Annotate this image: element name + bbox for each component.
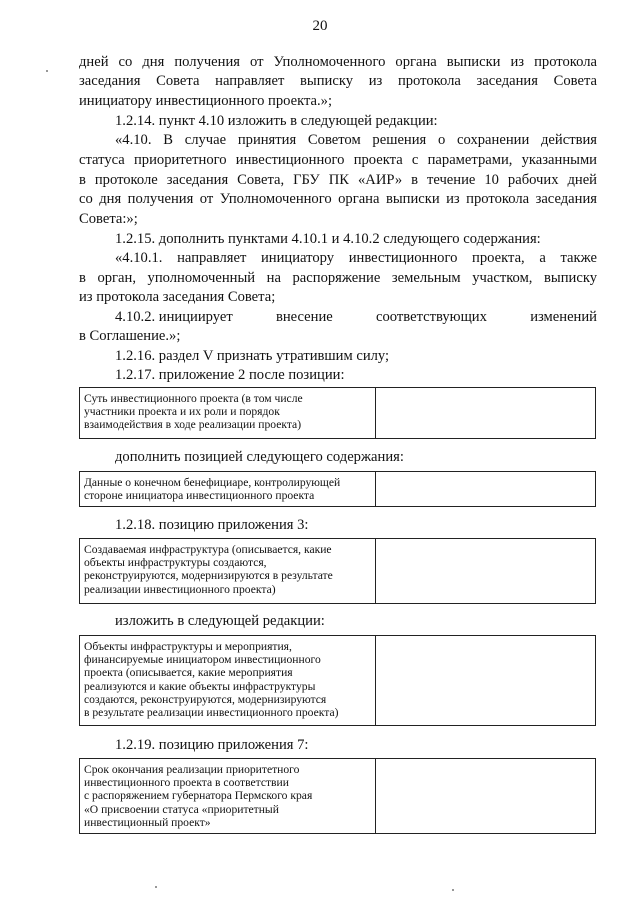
table-cell-description: Создаваемая инфраструктура (описывается, какие объекты инфраструктуры создаются, реконструируются, модернизируются в результате реализации инвестиционного проекта) bbox=[80, 539, 376, 603]
paragraph-line: со дня получения от Уполномоченного органа выписки из протокола заседания bbox=[79, 191, 597, 207]
table-cell-description: Суть инвестиционного проекта (в том числе участники проекта и их роли и порядок взаимодействия в ходе реализации проекта) bbox=[80, 388, 376, 438]
paragraph-line: в орган, уполномоченный на распоряжение земельным участком, выписку bbox=[79, 270, 597, 286]
position-table bbox=[79, 758, 596, 834]
table-cell-empty bbox=[376, 539, 595, 603]
word: внесение bbox=[275, 309, 333, 325]
paragraph-line: 1.2.15. дополнить пунктами 4.10.1 и 4.10.2 следующего содержания: bbox=[115, 231, 541, 247]
table-cell-description: Данные о конечном бенефициаре, контролирующей стороне инициатора инвестиционного проекта bbox=[80, 472, 376, 506]
table-cell-empty bbox=[376, 388, 595, 438]
scan-speck bbox=[452, 889, 454, 891]
paragraph-line: дней со дня получения от Уполномоченного органа выписки из протокола bbox=[79, 54, 597, 70]
paragraph-line: «4.10. В случае принятия Советом решения о сохранении действия bbox=[115, 132, 597, 148]
table-cell-description: Срок окончания реализации приоритетного инвестиционного проекта в соответствии с распоряжением губернатора Пермского края «О присвоении статуса «приоритетный инвестиционный проект» bbox=[80, 759, 376, 833]
scan-speck bbox=[46, 70, 48, 72]
table-cell-description: Объекты инфраструктуры и мероприятия, финансируемые инициатором инвестиционного проекта (описывается, какие мероприятия реализуются и какие объекты инфраструктуры создаются, реконструируются, модернизируются в результате реализации инвестиционного проекта) bbox=[80, 636, 376, 725]
paragraph-line: в Соглашение.»; bbox=[79, 328, 181, 344]
table-cell-empty bbox=[376, 472, 595, 506]
paragraph-line: изложить в следующей редакции: bbox=[115, 613, 325, 629]
word: соответствующих bbox=[376, 309, 487, 325]
paragraph-line: дополнить позицией следующего содержания: bbox=[115, 449, 404, 465]
word: 4.10.2. инициирует bbox=[115, 309, 233, 325]
paragraph-line: 1.2.19. позицию приложения 7: bbox=[115, 737, 309, 753]
paragraph-line: в протоколе заседания Совета, ГБУ ПК «АИР» в течение 10 рабочих дней bbox=[79, 172, 597, 188]
position-table bbox=[79, 635, 596, 726]
table-cell-empty bbox=[376, 636, 595, 725]
paragraph-line: 1.2.16. раздел V признать утратившим силу; bbox=[115, 348, 390, 364]
paragraph-line: 1.2.18. позицию приложения 3: bbox=[115, 517, 309, 533]
table-cell-empty bbox=[376, 759, 595, 833]
paragraph-line: заседания Совета направляет выписку из протокола заседания Совета bbox=[79, 73, 597, 89]
paragraph-line: статуса приоритетного инвестиционного проекта с параметрами, указанными bbox=[79, 152, 597, 168]
word: изменений bbox=[530, 309, 597, 325]
paragraph-line-spread bbox=[115, 308, 597, 327]
paragraph-line: инициатору инвестиционного проекта.»; bbox=[79, 93, 333, 109]
position-table bbox=[79, 538, 596, 604]
paragraph-line: 1.2.14. пункт 4.10 изложить в следующей редакции: bbox=[115, 113, 438, 129]
position-table bbox=[79, 471, 596, 507]
page-number: 20 bbox=[312, 18, 328, 34]
paragraph-line: 1.2.17. приложение 2 после позиции: bbox=[115, 367, 345, 383]
paragraph-line: Совета:»; bbox=[79, 211, 138, 227]
position-table bbox=[79, 387, 596, 439]
scan-speck bbox=[155, 886, 157, 888]
paragraph-line: «4.10.1. направляет инициатору инвестиционного проекта, а также bbox=[115, 250, 597, 266]
paragraph-line: из протокола заседания Совета; bbox=[79, 289, 276, 305]
